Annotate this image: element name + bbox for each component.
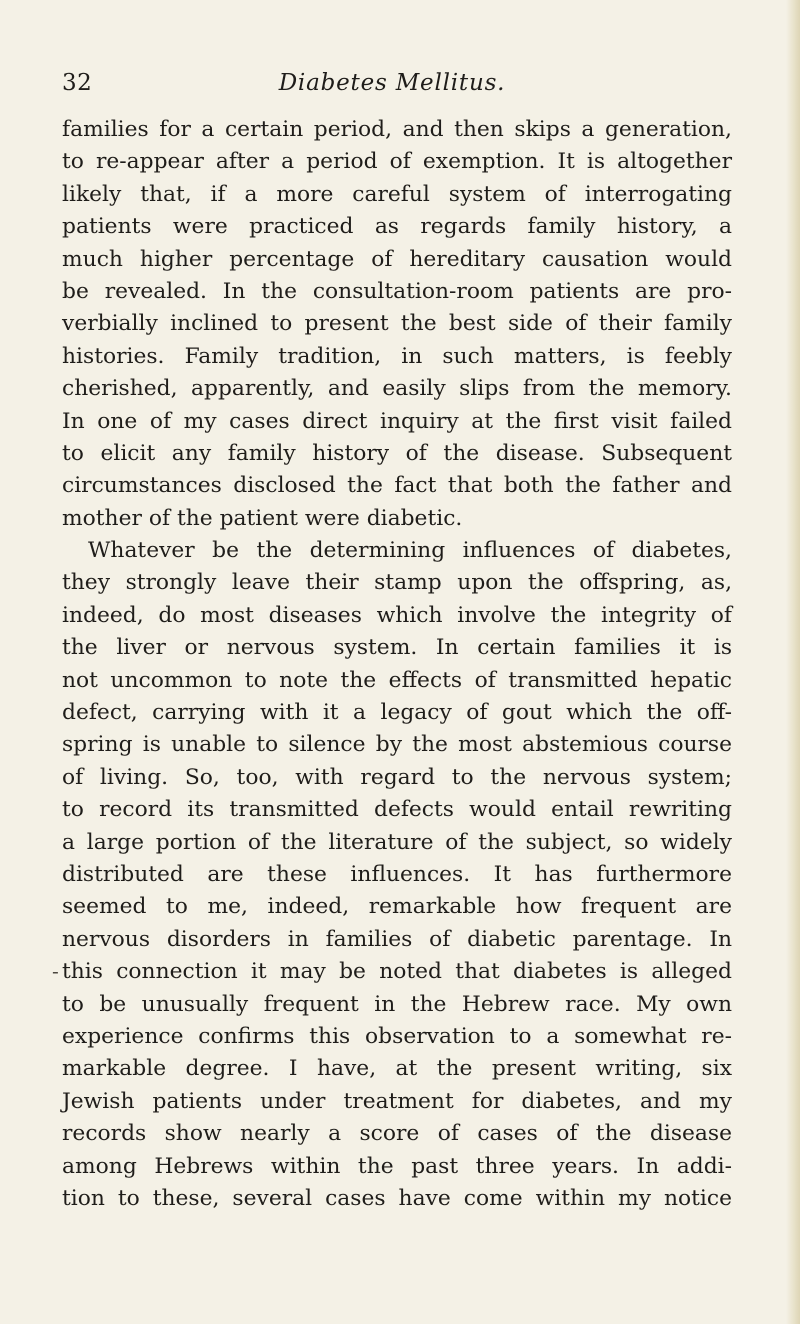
text-line: verbially inclined to present the best side of their family — [62, 311, 732, 337]
running-title: Diabetes Mellitus. — [278, 70, 506, 96]
text-line: of living. So, too, with regard to the nervous system; — [62, 764, 732, 790]
text-line: much higher percentage of hereditary causation would — [62, 246, 732, 272]
text-line: circumstances disclosed the fact that both the father and — [62, 473, 732, 499]
text-line: nervous disorders in families of diabetic parentage. In — [62, 926, 732, 952]
text-line: be revealed. In the consultation-room patients are pro- — [62, 278, 732, 304]
text-line: seemed to me, indeed, remarkable how frequent are — [62, 894, 732, 920]
text-line: the liver or nervous system. In certain families it is — [62, 635, 732, 661]
text-line: not uncommon to note the effects of transmitted hepatic — [62, 667, 732, 693]
text-line: this connection it may be noted that diabetes is alleged — [62, 959, 732, 985]
margin-mark: - — [52, 959, 59, 983]
text-line: to be unusually frequent in the Hebrew race. My own — [62, 991, 732, 1017]
text-line: histories. Family tradition, in such matters, is feebly — [62, 343, 732, 369]
body-text — [62, 114, 732, 1215]
text-line: a large portion of the literature of the subject, so widely — [62, 829, 732, 855]
text-line: among Hebrews within the past three years. In addi- — [62, 1153, 732, 1179]
text-line: families for a certain period, and then skips a generation, — [62, 117, 732, 142]
text-line: spring is unable to silence by the most abstemious course — [62, 732, 732, 758]
page-number: 32 — [62, 70, 93, 96]
text-line: markable degree. I have, at the present writing, six — [62, 1056, 732, 1082]
page-edge-shadow — [786, 0, 800, 1324]
text-line: distributed are these influences. It has furthermore — [62, 861, 732, 887]
text-line: tion to these, several cases have come within my notice — [62, 1185, 732, 1211]
text-line: cherished, apparently, and easily slips from the memory. — [62, 376, 732, 402]
text-line: In one of my cases direct inquiry at the first visit failed — [62, 408, 732, 434]
text-line: indeed, do most diseases which involve the integrity of — [62, 602, 732, 628]
page-header — [62, 70, 722, 110]
text-line: to record its transmitted defects would entail rewriting — [62, 797, 732, 823]
text-line: mother of the patient were diabetic. — [62, 505, 463, 531]
text-line: experience confirms this observation to a somewhat re- — [62, 1023, 732, 1049]
text-line: records show nearly a score of cases of the disease — [62, 1121, 732, 1147]
text-line: to elicit any family history of the disease. Subsequent — [62, 440, 732, 466]
text-line: patients were practiced as regards family history, a — [62, 214, 732, 240]
text-line: they strongly leave their stamp upon the offspring, as, — [62, 570, 732, 596]
text-line: defect, carrying with it a legacy of gout which the off- — [62, 700, 732, 726]
text-line: to re-appear after a period of exemption. It is altogether — [62, 149, 732, 175]
text-line: Whatever be the determining influences of diabetes, — [88, 538, 732, 564]
text-line: Jewish patients under treatment for diabetes, and my — [62, 1088, 732, 1114]
text-line: likely that, if a more careful system of interrogating — [62, 181, 732, 207]
